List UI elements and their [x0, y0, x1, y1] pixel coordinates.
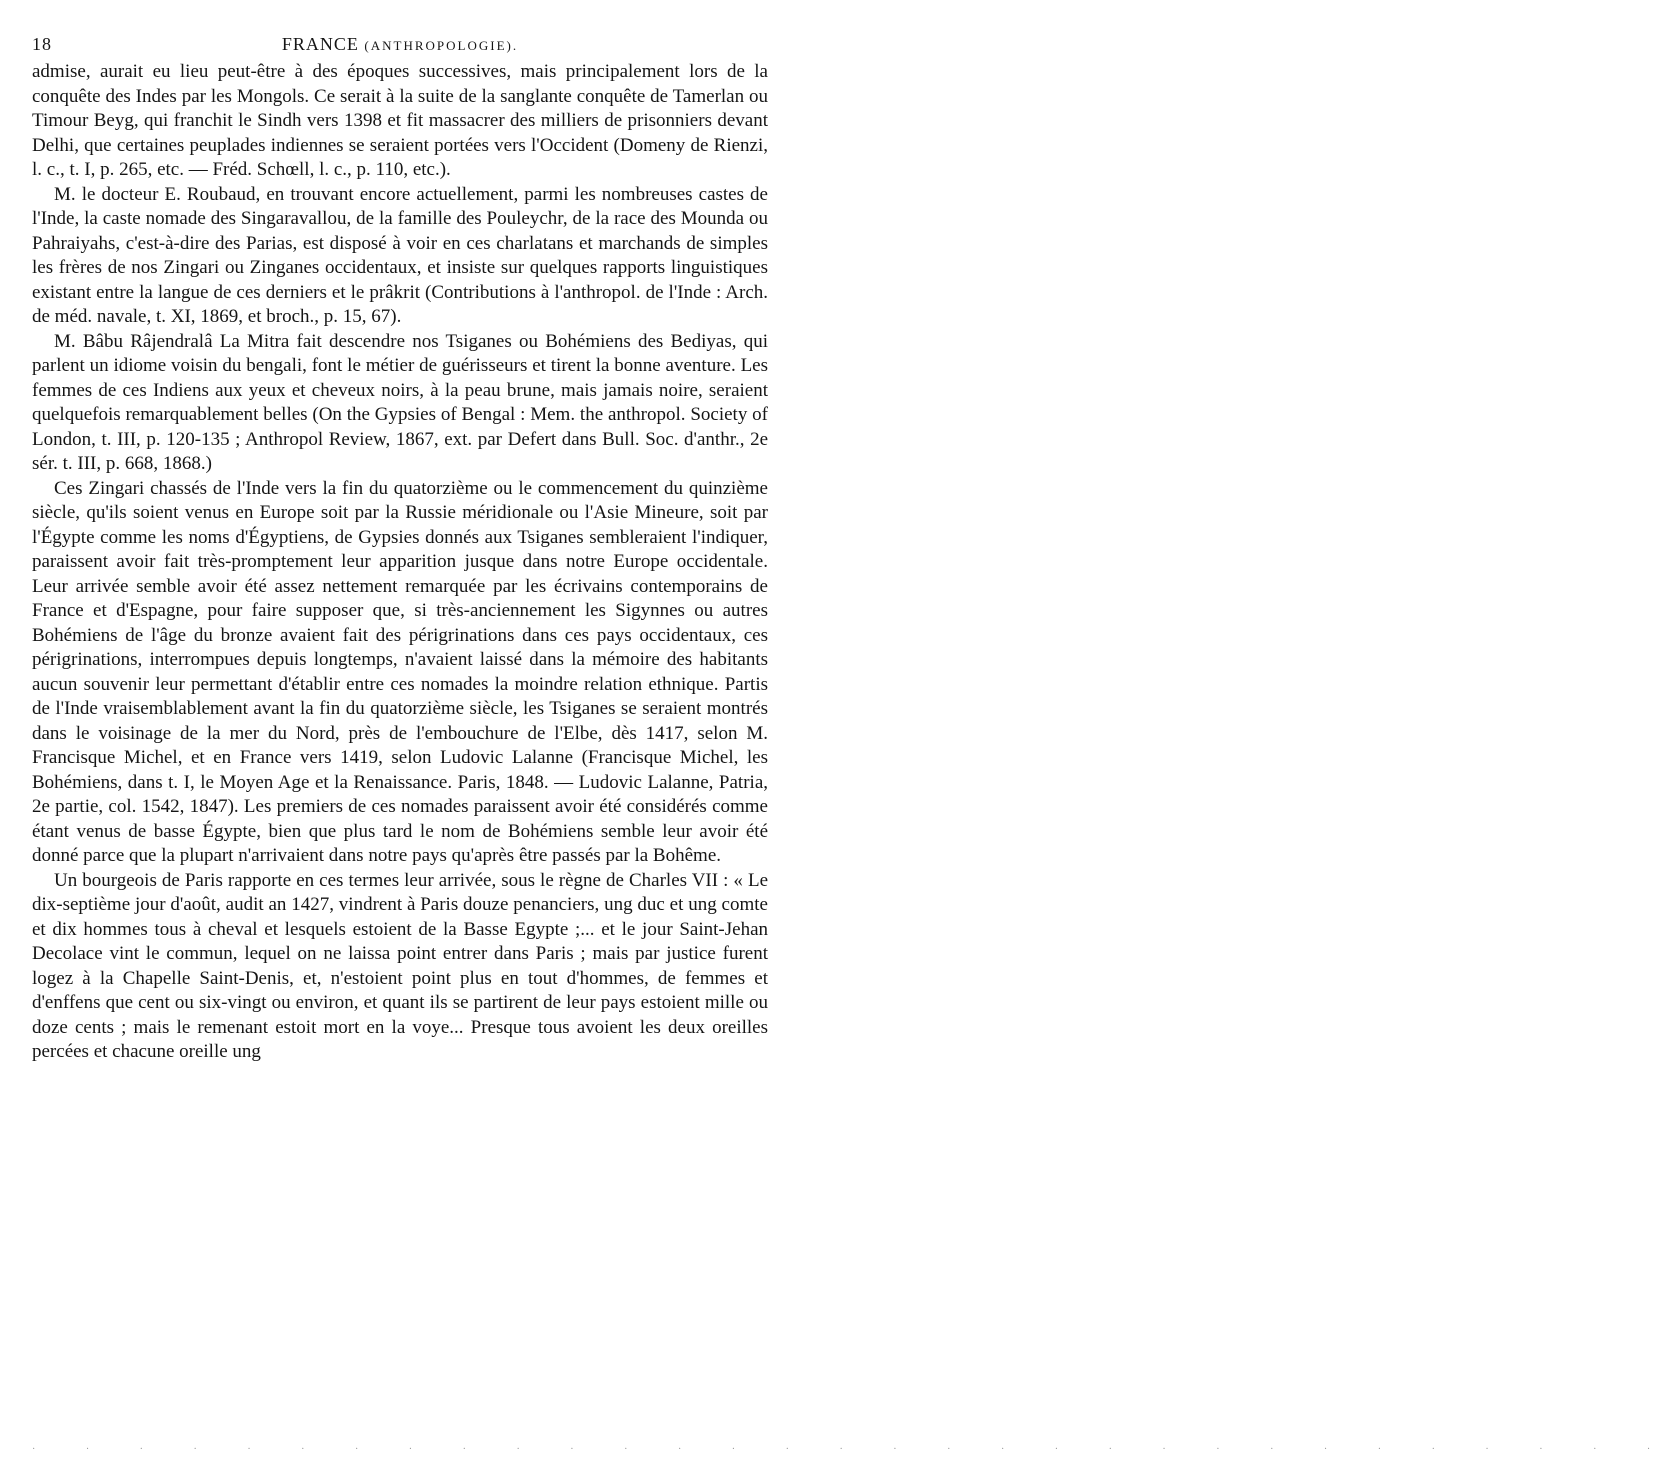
paragraph-1: admise, aurait eu lieu peut-être à des époques successives, mais principalement lors de la conquête des Indes par les Mongols. Ce serait à la suite de la sanglante conquête de Tamerlan ou Timour Beyg, qui franchit le Sindh vers 1398 et fit massacrer des milliers de prisonniers devant Delhi, que certaines peuplades indiennes se seraient portées vers l'Occident (Domeny de Rienzi, l. c., t. I, p. 265, etc. — Fréd. Schœll, l. c., p. 110, etc.).: [32, 61, 768, 180]
body-text: [32, 60, 768, 1065]
paragraph-3: M. Bâbu Râjendralâ La Mitra fait descendre nos Tsiganes ou Bohémiens des Bediyas, qui parlent un idiome voisin du bengali, font le métier de guérisseurs et tirent la bonne aventure. Les femmes de ces Indiens aux yeux et cheveux noirs, à la peau brune, mais jamais noire, seraient quelquefois remarquablement belles (On the Gypsies of Bengal : Mem. the anthropol. Society of London, t. III, p. 120-135 ; Anthropol Review, 1867, ext. par Defert dans Bull. Soc. d'anthr., 2e sér. t. III, p. 668, 1868.): [32, 330, 768, 474]
bottom-scan-marks: · · · · · · · · · · · · · · · · · · · · · · · · · · · · · · ·: [32, 1444, 1674, 1455]
paragraph-5: Un bourgeois de Paris rapporte en ces termes leur arrivée, sous le règne de Charles VII : « Le dix-septième jour d'août, audit an 1427, vindrent à Paris douze penanciers, ung duc et ung comte et dix hommes tous à cheval et lesquels estoient de la Basse Egypte ;... et le jour Saint-Jehan Decolace vint le commun, lequel on ne laissa point entrer dans Paris ; mais par justice furent logez à la Chapelle Saint-Denis, et, n'estoient point plus en tout d'hommes, de femmes et d'enffens que cent ou six-vingt ou environ, et quant ils se partirent de leur pays estoient mille ou doze cents ; mais le remenant estoit mort en la voye... Presque tous avoient les deux oreilles percées et chacune oreille ung: [32, 869, 768, 1062]
running-title-main: FRANCE: [281, 34, 359, 54]
page-number: 18: [32, 34, 52, 54]
paragraph-4: Ces Zingari chassés de l'Inde vers la fin du quatorzième ou le commencement du quinzième siècle, qu'ils soient venus en Europe soit par la Russie méridionale ou l'Asie Mineure, soit par l'Égypte comme les noms d'Égyptiens, de Gypsies donnés aux Tsiganes sembleraient l'indiquer, paraissent avoir fait très-promptement leur apparition jusque dans notre Europe occidentale. Leur arrivée semble avoir été assez nettement remarquée par les écrivains contemporains de France et d'Espagne, pour faire supposer que, si très-anciennement les Sigynnes ou autres Bohémiens de l'âge du bronze avaient fait des périgrinations dans ces pays occidentaux, ces périgrinations, interrompues depuis longtemps, n'avaient laissé dans la mémoire des habitants aucun souvenir leur permettant d'établir entre ces nomades la moindre relation ethnique. Partis de l'Inde vraisemblablement avant la fin du quatorzième siècle, les Tsiganes se seraient montrés dans le voisinage de la mer du Nord, près de l'embouchure de l'Elbe, dès 1417, selon M. Francisque Michel, et en France vers 1419, selon Ludovic Lalanne (Francisque Michel, les Bohémiens, dans t. I, le Moyen Age et la Renaissance. Paris, 1848. — Ludovic Lalanne, Patria, 2e partie, col. 1542, 1847). Les premiers de ces nomades paraissent avoir été considérés comme étant venus de basse Égypte, bien que plus tard le nom de Bohémiens semble leur avoir été donné parce que la plupart n'arrivaient dans notre pays qu'après être passés par la Bohême.: [32, 477, 768, 866]
paragraph-2: M. le docteur E. Roubaud, en trouvant encore actuellement, parmi les nombreuses castes de l'Inde, la caste nomade des Singaravallou, de la famille des Pouleychr, de la race des Mounda ou Pahraiyahs, c'est-à-dire des Parias, est disposé à voir en ces charlatans et marchands de simples les frères de nos Zingari ou Zinganes occidentaux, et insiste sur quelques rapports linguistiques existant entre la langue de ces derniers et le prâkrit (Contributions à l'anthropol. de l'Inde : Arch. de méd. navale, t. XI, 1869, et broch., p. 15, 67).: [32, 183, 768, 327]
running-header: [32, 30, 768, 60]
running-title: [32, 34, 768, 55]
page: [32, 30, 768, 1065]
running-title-subtitle: (ANTHROPOLOGIE).: [364, 38, 519, 53]
